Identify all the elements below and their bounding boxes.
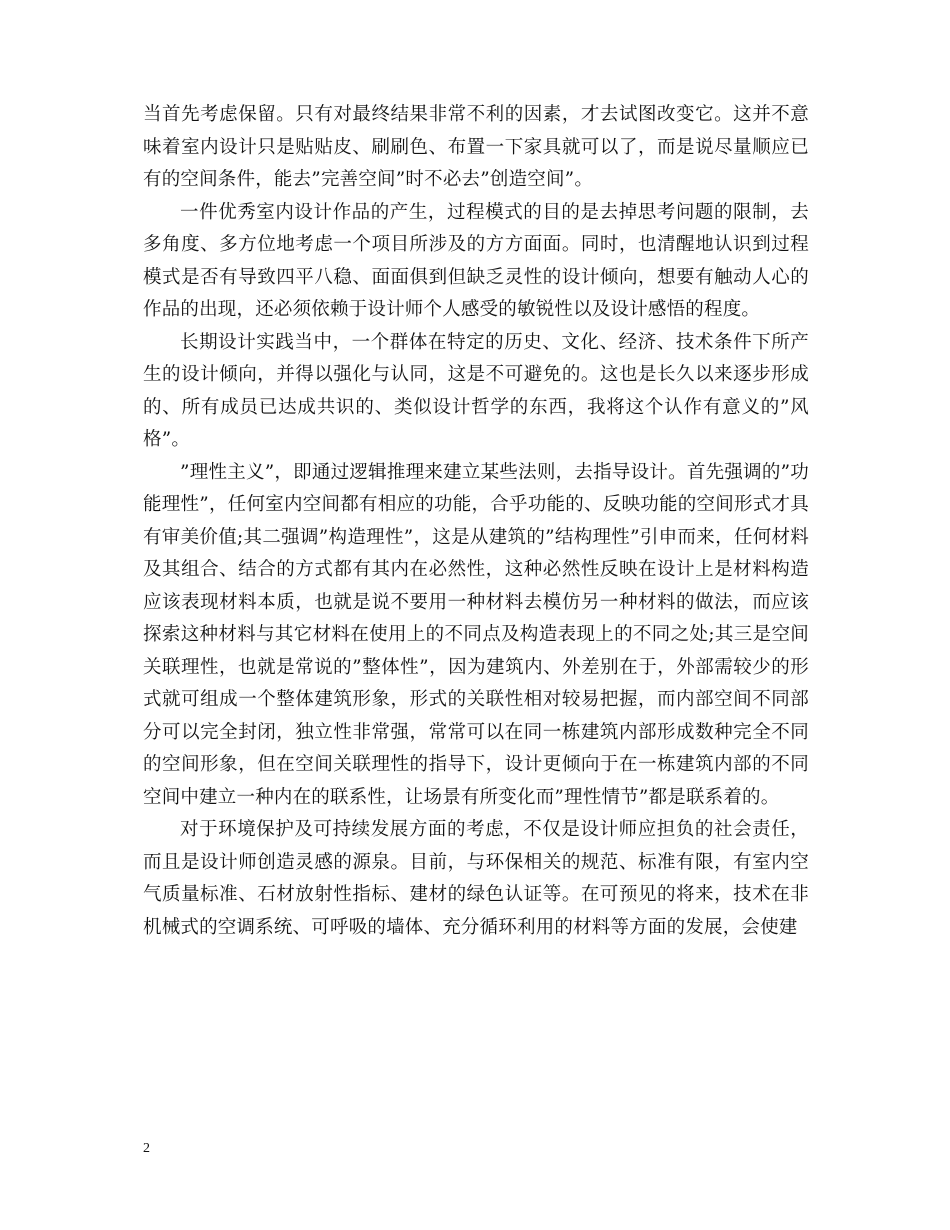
paragraph-continuation: 当首先考虑保留。只有对最终结果非常不利的因素，才去试图改变它。这并不意味着室内设计只是贴贴皮、刷刷色、布置一下家具就可以了，而是说尽量顺应已有的空间条件，能去”完善空间”时不必去”创造空间”。 [143, 104, 809, 190]
page-number: 2 [143, 1141, 150, 1156]
paragraph-style: 长期设计实践当中，一个群体在特定的历史、文化、经济、技术条件下所产生的设计倾向，并得以强化与认同，这是不可避免的。这也是长久以来逐步形成的、所有成员已达成共识的、类似设计哲学的东西，我将这个认作有意义的”风格”。 [143, 331, 809, 450]
paragraph-rationalism: ”理性主义”，即通过逻辑推理来建立某些法则，去指导设计。首先强调的”功能理性”，任何室内空间都有相应的功能，合乎功能的、反映功能的空间形式才具有审美价值;其二强调”构造理性”，这是从建筑的”结构理性”引申而来，任何材料及其组合、结合的方式都有其内在必然性，这种必然性反映在设计上是材料构造应该表现材料本质，也就是说不要用一种材料去模仿另一种材料的做法，而应该探索这种材料与其它材料在使用上的不同点及构造表现上的不同之处;其三是空间关联理性，也就是常说的”整体性”，因为建筑内、外差别在于，外部需较少的形式就可组成一个整体建筑形象，形式的关联性相对较易把握，而内部空间不同部分可以完全封闭，独立性非常强，常常可以在同一栋建筑内部形成数种完全不同的空间形象，但在空间关联理性的指导下，设计更倾向于在一栋建筑内部的不同空间中建立一种内在的联系性，让场景有所变化而”理性情节”都是联系着的。 [143, 461, 809, 808]
paragraph-environment: 对于环境保护及可持续发展方面的考虑，不仅是设计师应担负的社会责任，而且是设计师创造灵感的源泉。目前，与环保相关的规范、标准有限，有室内空气质量标准、石材放射性指标、建材的绿色认证等。在可预见的将来，技术在非机械式的空调系统、可呼吸的墙体、充分循环利用的材料等方面的发展，会使建 [143, 819, 809, 938]
paragraph-process-mode: 一件优秀室内设计作品的产生，过程模式的目的是去掉思考问题的限制，去多角度、多方位地考虑一个项目所涉及的方方面面。同时，也清醒地认识到过程模式是否有导致四平八稳、面面俱到但缺乏灵性的设计倾向，想要有触动人心的作品的出现，还必须依赖于设计师个人感受的敏锐性以及设计感悟的程度。 [143, 201, 809, 320]
body-text [143, 99, 809, 944]
